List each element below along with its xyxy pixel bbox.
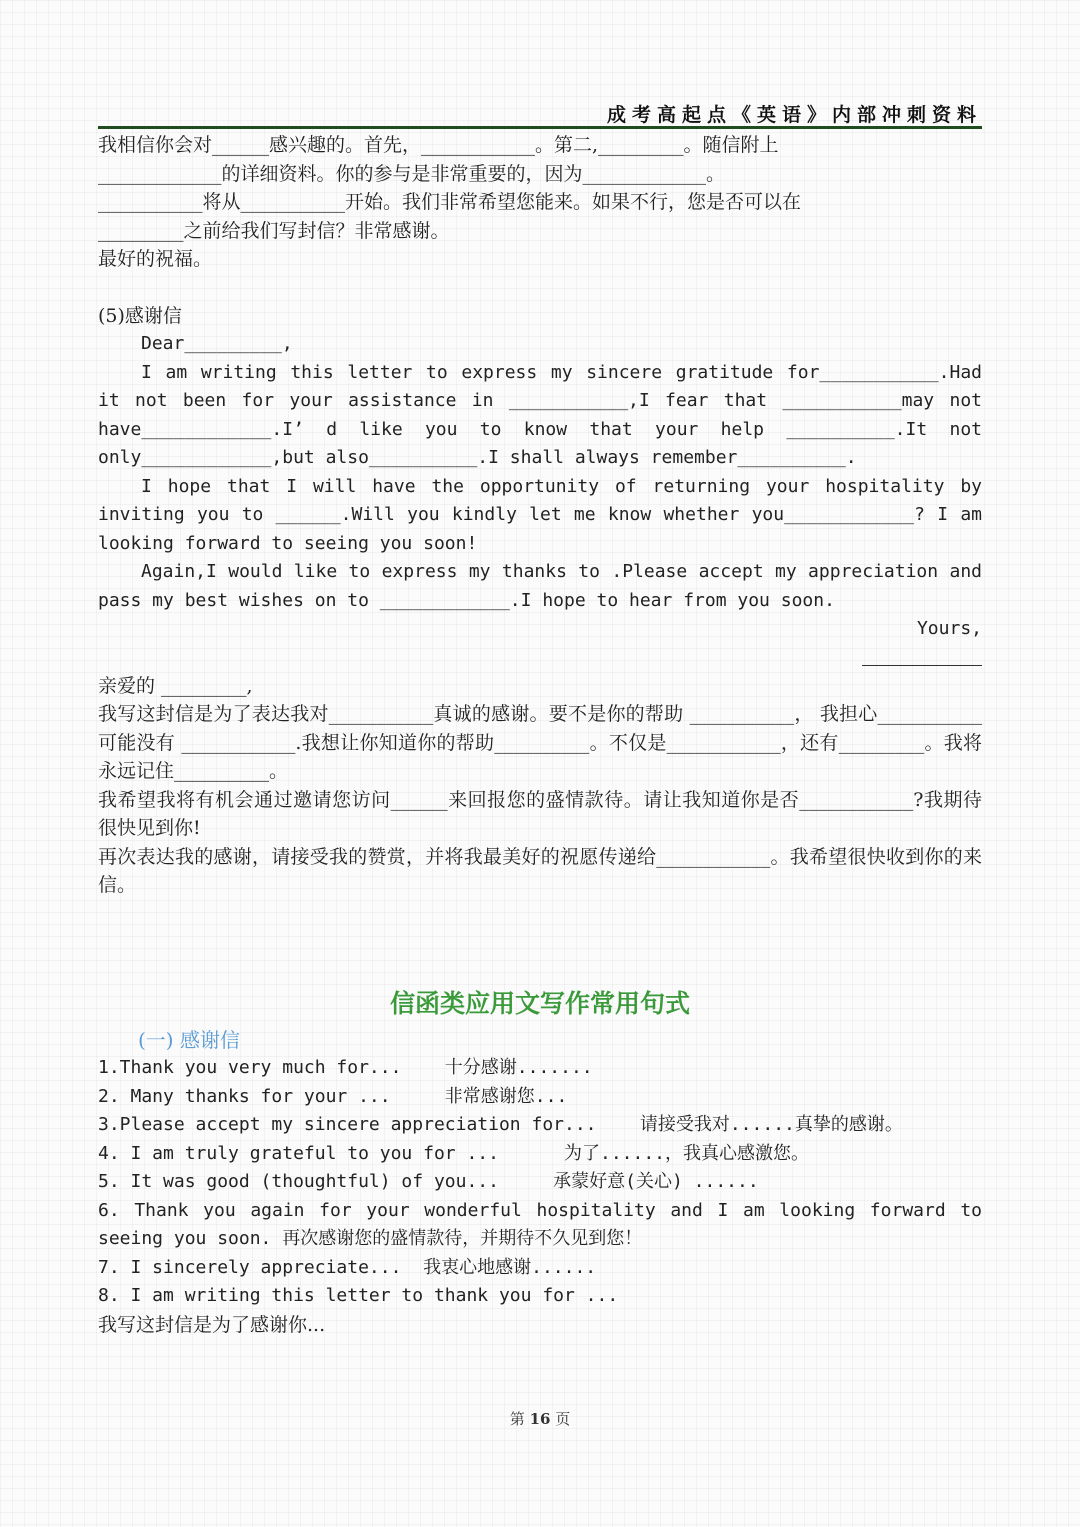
letter-closing: Yours, [916,618,982,639]
phrase-item: 2. Many thanks for your ... 非常感谢您... [98,1085,568,1107]
page-content [98,131,982,1339]
signature-line [98,644,982,672]
page-number: 16 [529,1410,551,1428]
letter-salutation: 亲爱的 _________, [98,674,253,697]
text-line: _________之前给我们写封信？非常感谢。 [98,219,450,242]
footer-suffix: 页 [555,1410,571,1428]
letter-paragraph: Again,I would like to express my thanks to .Please accept my appreciation and pass my best wishes on to ____________.I hope to hear from you soon. [98,561,982,611]
letter-paragraph: I hope that I will have the opportunity of returning your hospitality by inviting you to ______.Will you kindly let me know whether you____________? I am looking forward to seeing you soon! [98,475,982,554]
phrase-item: 7. I sincerely appreciate... 我衷心地感谢...... [98,1256,597,1278]
phrase-item: 我写这封信是为了感谢你... [98,1313,326,1336]
letter-paragraph: 我写这封信是为了表达我对___________真诚的感谢。要不是你的帮助 ___________， 我担心___________ 可能没有 ____________.我想让你知道你的帮助__________。不仅是____________，还有_________。我将永远记住__________。 [98,703,982,782]
phrase-item: 6. Thank you again for your wonderful hospitality and I am looking forward to seeing you soon. 再次感谢您的盛情款待，并期待不久见到您！ [98,1199,982,1249]
text-line: 我相信你会对______感兴趣的。首先，____________。第二,_________。随信附上 [98,134,779,156]
section-subtitle: (一) 感谢信 [138,1027,240,1052]
phrase-item: 5. It was good (thoughtful) of you... 承蒙好意(关心) ...... [98,1171,759,1192]
letter-paragraph: 我希望我将有机会通过邀请您访问______来回报您的盛情款待。请让我知道你是否____________?我期待很快见到你! [98,788,982,839]
page-header-title: 成考高起点《英语》内部冲刺资料 [606,104,982,126]
header-divider [98,126,982,129]
text-line: _____________的详细资料。你的参与是非常重要的，因为_____________。 [98,162,726,185]
phrase-item: 3.Please accept my sincere appreciation for... 请接受我对......真挚的感谢。 [98,1114,903,1135]
page-footer [0,1408,1080,1429]
section-title: 信函类应用文写作常用句式 [389,988,690,1018]
section-heading: (5)感谢信 [98,304,182,327]
phrase-item: 1.Thank you very much for... 十分感谢....... [98,1057,593,1078]
text-line: ___________将从___________开始。我们非常希望您能来。如果不行，您是否可以在 [98,191,802,213]
footer-prefix: 第 [509,1410,525,1428]
letter-salutation: Dear_________, [141,333,293,354]
letter-paragraph: I am writing this letter to express my sincere gratitude for___________.Had it not been for your assistance in ___________,I fear that ___________may not have____________.I’ d like you to know that your help __________.It not only____________,but also__________.I shall always remember__________. [98,361,982,468]
spacer [98,900,982,982]
letter-paragraph: 再次表达我的感谢，请接受我的赞赏，并将我最美好的祝愿传递给____________。我希望很快收到你的来信。 [98,845,982,896]
section-5-thank-you-letter [98,302,982,672]
text-line: 最好的祝福。 [98,248,213,270]
chinese-letter-5 [98,672,982,900]
spacer [98,274,982,302]
chinese-letter-4 [98,131,982,274]
phrase-item: 4. I am truly grateful to you for ... 为了......，我真心感激您。 [98,1142,810,1164]
phrase-item: 8. I am writing this letter to thank you for ... [98,1285,619,1306]
common-phrases-section [98,982,982,1340]
